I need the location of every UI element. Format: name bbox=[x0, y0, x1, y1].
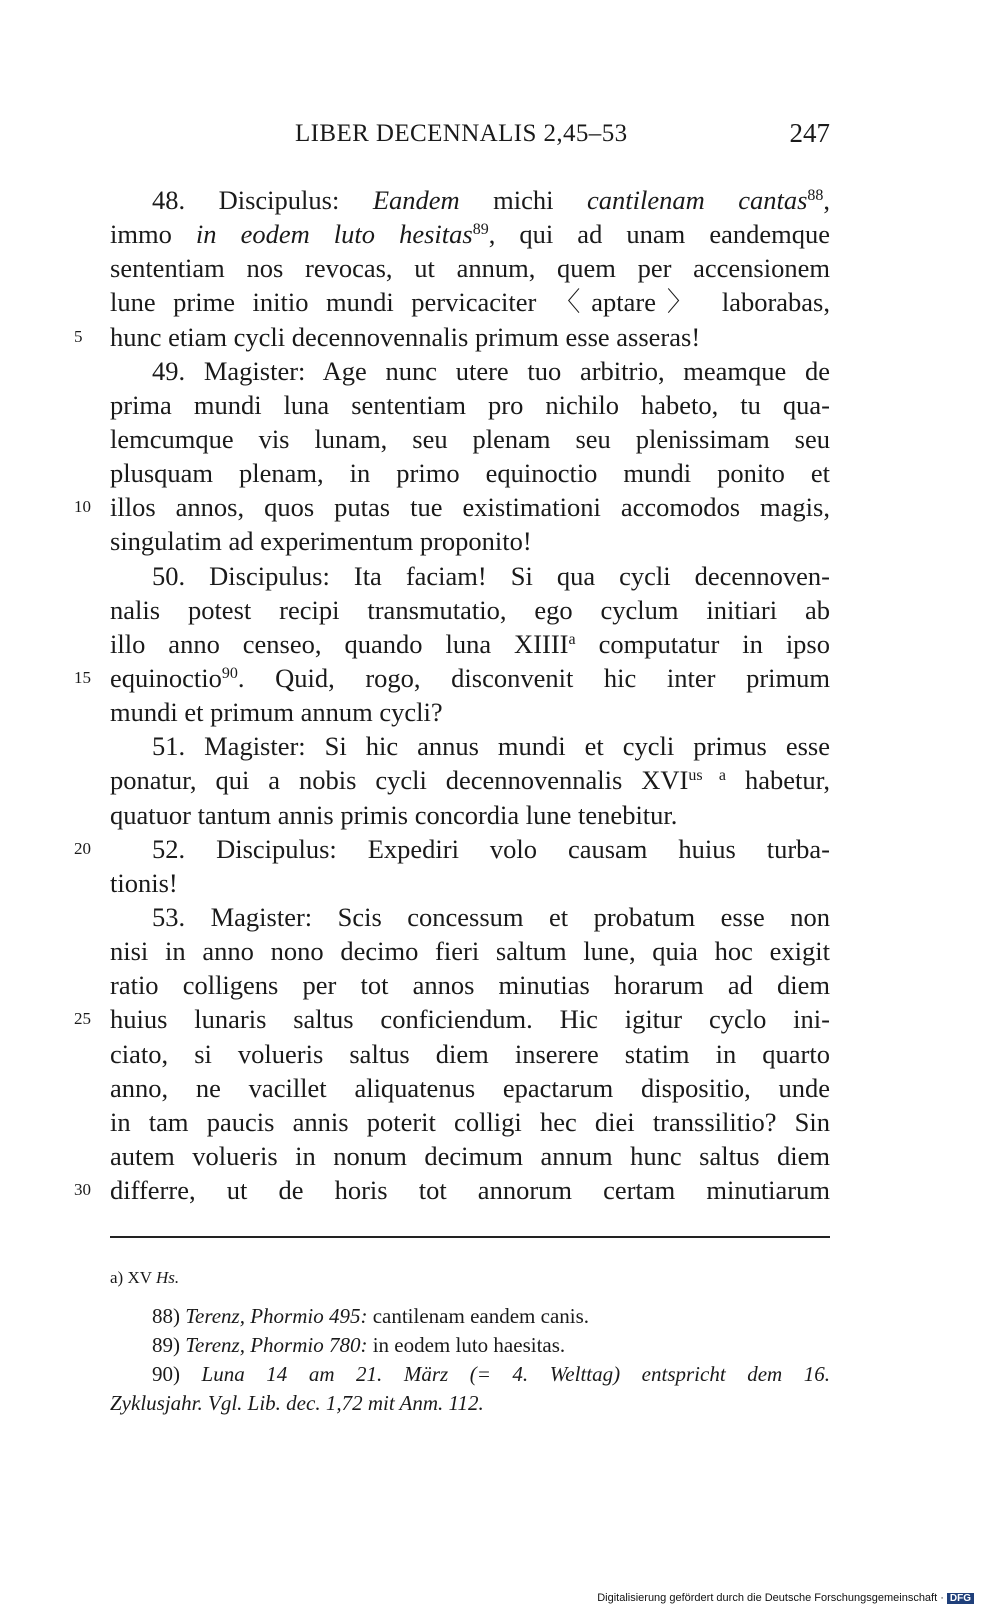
text-line bbox=[110, 524, 830, 558]
text-line bbox=[74, 1002, 830, 1036]
text-line bbox=[74, 1173, 830, 1207]
text-line bbox=[110, 1105, 830, 1139]
line-text: mundi et primum annum cycli? bbox=[110, 697, 443, 728]
line-text: singulatim ad experimentum proponito! bbox=[110, 526, 532, 557]
line-text: illo anno censeo, quando luna XIIII$^a$ computatur in ipso bbox=[110, 628, 830, 659]
running-head bbox=[110, 120, 830, 154]
footnote-88: 88) Terenz, Phormio 495: cantilenam eandem canis. bbox=[152, 1304, 590, 1328]
line-text: quatuor tantum annis primis concordia lune tenebitur. bbox=[110, 799, 678, 830]
line-text: prima mundi luna sententiam pro nichilo habeto, tu qua- bbox=[110, 389, 830, 420]
line-text: nalis potest recipi transmutatio, ego cyclum initiari ab bbox=[110, 594, 830, 625]
text-line bbox=[110, 763, 830, 797]
text-line bbox=[110, 729, 830, 763]
text-line bbox=[110, 695, 830, 729]
text-line bbox=[110, 1139, 830, 1173]
text-line bbox=[110, 900, 830, 934]
text-line bbox=[110, 559, 830, 593]
text-line bbox=[74, 490, 830, 524]
credit-text: Digitalisierung gefördert durch die Deutsche Forschungsgemeinschaft · bbox=[597, 1592, 944, 1604]
line-text: ratio colligens per tot annos minutias horarum ad diem bbox=[110, 970, 830, 1001]
line-text: anno, ne vacillet aliquatenus epactarum dispositio, unde bbox=[110, 1072, 830, 1103]
line-text: hunc etiam cycli decennovennalis primum esse asseras! bbox=[110, 321, 701, 352]
text-line bbox=[74, 661, 830, 695]
line-text: 50. Discipulus: Ita faciam! Si qua cycli decennoven- bbox=[152, 560, 830, 591]
text-line bbox=[110, 285, 830, 319]
main-text bbox=[0, 183, 1000, 1207]
line-text: ciato, si volueris saltus diem inserere statim in quarto bbox=[110, 1038, 830, 1069]
line-text: 48. Discipulus: Eandem michi cantilenam cantas$^{88}$, bbox=[152, 185, 831, 215]
critical-apparatus-note: a) XV Hs. bbox=[110, 1268, 180, 1287]
text-line bbox=[110, 422, 830, 456]
line-text: tionis! bbox=[110, 867, 178, 898]
line-text: illos annos, quos putas tue existimationi accomodos magis, bbox=[110, 492, 830, 523]
line-number: 10 bbox=[74, 497, 91, 517]
line-text: differre, ut de horis tot annorum certam minutiarum bbox=[110, 1175, 830, 1206]
text-line bbox=[110, 354, 830, 388]
footnote-90: 90) Luna 14 am 21. März (= 4. Welttag) entspricht dem 16. Zyklusjahr. Vgl. Lib. dec. 1,72 mit Anm. 112. bbox=[110, 1362, 830, 1415]
digitization-credit bbox=[597, 1592, 974, 1604]
footnote-rule bbox=[110, 1236, 830, 1238]
text-line bbox=[110, 456, 830, 490]
running-head-title: LIBER DECENNALIS 2,45–53 bbox=[295, 120, 628, 147]
line-text: sententiam nos revocas, ut annum, quem per accensionem bbox=[110, 253, 830, 284]
text-line bbox=[110, 866, 830, 900]
text-line bbox=[110, 183, 830, 217]
line-number: 5 bbox=[74, 326, 83, 346]
text-line bbox=[110, 1071, 830, 1105]
page-number: 247 bbox=[789, 118, 830, 148]
line-text: plusquam plenam, in primo equinoctio mundi ponito et bbox=[110, 458, 830, 489]
line-text: 51. Magister: Si hic annus mundi et cycli primus esse bbox=[152, 731, 830, 762]
line-number: 30 bbox=[74, 1180, 91, 1200]
line-text: in tam paucis annis poterit colligi hec diei transsilitio? Sin bbox=[110, 1106, 830, 1137]
dfg-logo: DFG bbox=[947, 1593, 974, 1604]
line-text: autem volueris in nonum decimum annum hunc saltus diem bbox=[110, 1140, 830, 1171]
line-text: immo in eodem luto hesitas$^{89}$, qui ad unam eandemque bbox=[110, 219, 830, 250]
text-line bbox=[74, 832, 830, 866]
line-number: 25 bbox=[74, 1009, 91, 1029]
line-text: 49. Magister: Age nunc utere tuo arbitrio, meamque de bbox=[152, 355, 830, 386]
text-line bbox=[110, 251, 830, 285]
line-number: 15 bbox=[74, 667, 91, 687]
line-text: nisi in anno nono decimo fieri saltum lune, quia hoc exigit bbox=[110, 936, 830, 967]
text-line bbox=[110, 388, 830, 422]
text-line bbox=[110, 968, 830, 1002]
line-text: equinoctio$^{90}$. Quid, rogo, disconvenit hic inter primum bbox=[110, 662, 830, 693]
text-line bbox=[110, 627, 830, 661]
line-text: 53. Magister: Scis concessum et probatum esse non bbox=[152, 901, 830, 932]
line-text: lemcumque vis lunam, seu plenam seu plenissimam seu bbox=[110, 423, 830, 454]
line-text: ponatur, qui a nobis cycli decennovennalis $XVI^{us a}$ habetur, bbox=[110, 765, 830, 796]
text-line bbox=[110, 934, 830, 968]
line-text: lune prime initio mundi pervicaciter 〈aptare〉 laborabas, bbox=[110, 287, 830, 318]
line-text: 52. Discipulus: Expediri volo causam huius turba- bbox=[152, 833, 830, 864]
text-line bbox=[110, 1037, 830, 1071]
line-text: huius lunaris saltus conficiendum. Hic igitur cyclo ini- bbox=[110, 1004, 830, 1035]
text-line bbox=[110, 593, 830, 627]
line-number: 20 bbox=[74, 838, 91, 858]
text-line bbox=[110, 798, 830, 832]
text-line bbox=[110, 217, 830, 251]
text-line bbox=[74, 320, 830, 354]
footnote-89: 89) Terenz, Phormio 780: in eodem luto haesitas. bbox=[152, 1333, 566, 1357]
